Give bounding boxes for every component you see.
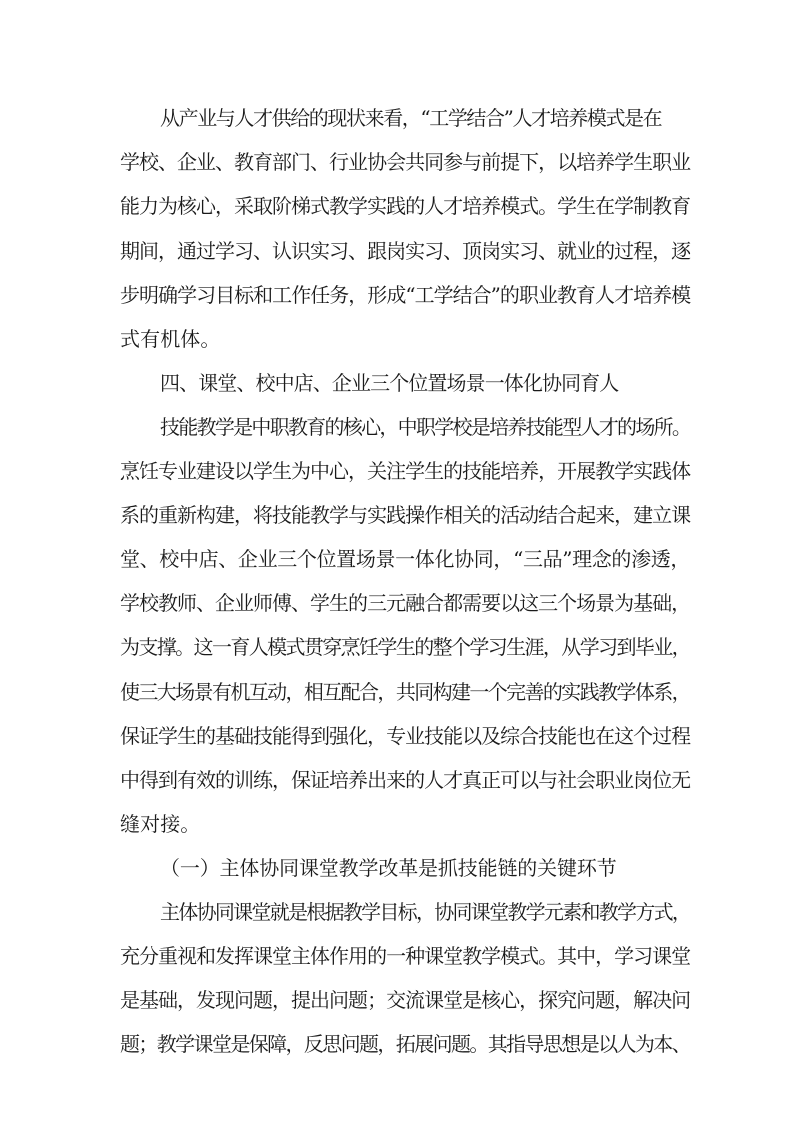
paragraph-2-line-9: 中得到有效的训练，保证培养出来的人才真正可以与社会职业岗位无 xyxy=(120,768,690,792)
paragraph-1-line-3: 能力为核心，采取阶梯式教学实践的人才培养模式。学生在学制教育 xyxy=(120,194,690,218)
paragraph-3-line-3: 是基础，发现问题，提出问题；交流课堂是核心，探究问题，解决问 xyxy=(120,988,690,1012)
paragraph-2-line-5: 学校教师、企业师傅、学生的三元融合都需要以这三个场景为基础， xyxy=(120,591,690,615)
paragraph-3-line-2: 充分重视和发挥课堂主体作用的一种课堂教学模式。其中，学习课堂 xyxy=(120,944,690,968)
paragraph-2-line-10: 缝对接。 xyxy=(120,812,201,836)
paragraph-1-line-4: 期间，通过学习、认识实习、跟岗实习、顶岗实习、就业的过程，逐 xyxy=(120,239,690,263)
paragraph-2-line-6: 为支撑。这一育人模式贯穿烹饪学生的整个学习生涯，从学习到毕业， xyxy=(120,635,690,659)
paragraph-3-line-1: 主体协同课堂就是根据教学目标，协同课堂教学元素和教学方式， xyxy=(160,900,690,924)
paragraph-1-line-2: 学校、企业、教育部门、行业协会共同参与前提下，以培养学生职业 xyxy=(120,150,690,174)
paragraph-1-line-5: 步明确学习目标和工作任务，形成“工学结合”的职业教育人才培养模 xyxy=(120,283,690,307)
section-heading-4: 四、课堂、校中店、企业三个位置场景一体化协同育人 xyxy=(160,371,619,395)
paragraph-2-line-4: 堂、校中店、企业三个位置场景一体化协同，“三品”理念的渗透， xyxy=(120,547,690,571)
paragraph-3-line-4: 题；教学课堂是保障，反思问题，拓展问题。其指导思想是以人为本、 xyxy=(120,1032,690,1056)
paragraph-2-line-7: 使三大场景有机互动，相互配合，共同构建一个完善的实践教学体系， xyxy=(120,680,690,704)
paragraph-1-line-1: 从产业与人才供给的现状来看，“工学结合”人才培养模式是在 xyxy=(160,106,662,130)
subsection-heading-1: （一）主体协同课堂教学改革是抓技能链的关键环节 xyxy=(160,856,617,880)
paragraph-2-line-1: 技能教学是中职教育的核心，中职学校是培养技能型人才的场所。 xyxy=(160,415,690,439)
paragraph-2-line-3: 系的重新构建，将技能教学与实践操作相关的活动结合起来，建立课 xyxy=(120,503,690,527)
paragraph-1-line-6: 式有机体。 xyxy=(120,327,221,351)
paragraph-2-line-8: 保证学生的基础技能得到强化，专业技能以及综合技能也在这个过程 xyxy=(120,724,690,748)
paragraph-2-line-2: 烹饪专业建设以学生为中心，关注学生的技能培养，开展教学实践体 xyxy=(120,459,690,483)
